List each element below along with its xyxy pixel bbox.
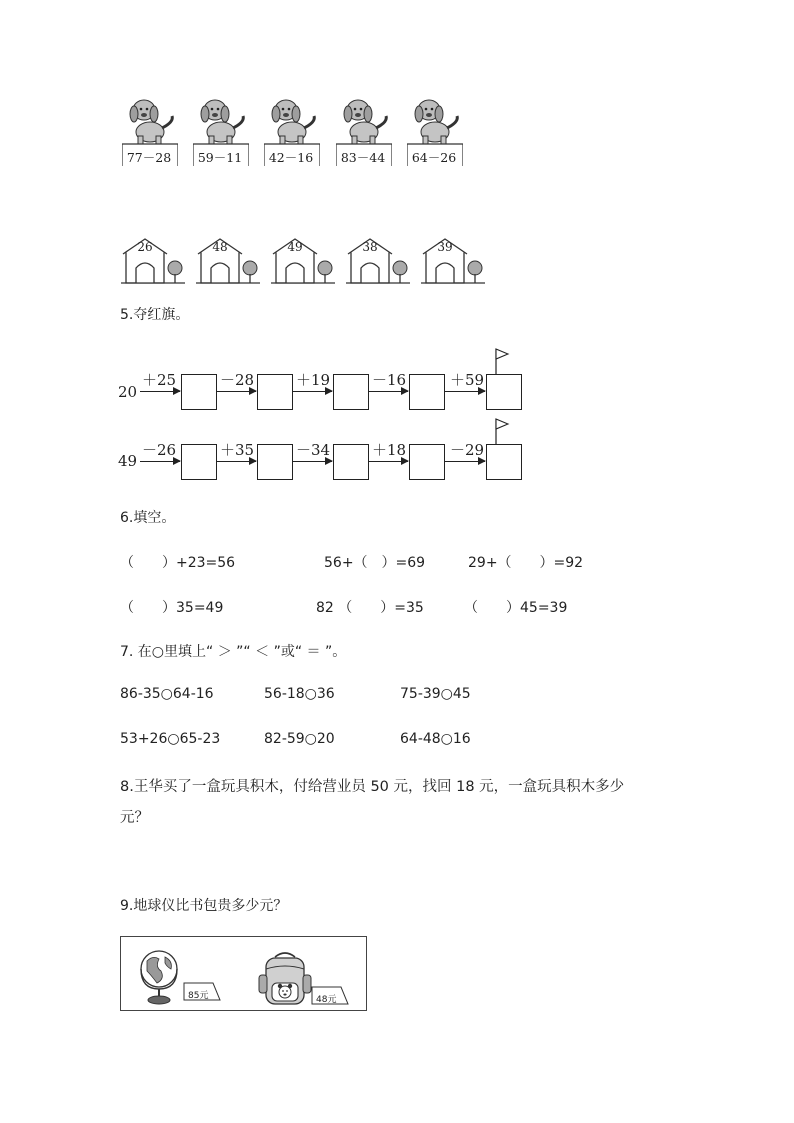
arrow (445, 461, 485, 462)
fill-blank-item[interactable]: （ ）35=49 (120, 600, 224, 616)
house-number: 39 (437, 240, 453, 254)
q7-title: 7. 在○里填上“ ＞ ”“ ＜ ”或“ ＝ ”。 (120, 644, 347, 660)
compare-item[interactable]: 56-18○36 (264, 686, 335, 702)
flag-icon (494, 418, 514, 445)
chain-op: ＋18 (372, 441, 407, 459)
house-number: 49 (287, 240, 303, 254)
q6-title: 6.填空。 (120, 510, 176, 526)
house-card (421, 238, 485, 284)
fill-blank-item[interactable]: 82 （ ）=35 (316, 600, 424, 616)
house-number: 26 (137, 240, 153, 254)
dog-expression: 77－28 (126, 150, 172, 165)
house-card (196, 238, 260, 284)
answer-box[interactable] (333, 444, 369, 480)
arrow (445, 391, 485, 392)
chain-start-number: 49 (118, 452, 138, 470)
dog-expression: 64－26 (411, 150, 457, 165)
answer-box[interactable] (181, 444, 217, 480)
dog-card (407, 96, 463, 168)
answer-box[interactable] (181, 374, 217, 410)
arrow (217, 391, 256, 392)
dog-card (122, 96, 178, 168)
house-card (271, 238, 335, 284)
chain-op: ＋35 (220, 441, 255, 459)
arrow (217, 461, 256, 462)
globe-icon (135, 945, 185, 1007)
chain-op: －26 (142, 441, 177, 459)
compare-item[interactable]: 75-39○45 (400, 686, 471, 702)
dog-expression: 59－11 (197, 150, 243, 165)
compare-item[interactable]: 82-59○20 (264, 731, 335, 747)
arrow (369, 461, 408, 462)
q9-title: 9.地球仪比书包贵多少元？ (120, 898, 288, 914)
fill-blank-item[interactable]: （ ）+23=56 (120, 555, 236, 571)
fill-blank-item[interactable]: 56+（ ）=69 (324, 555, 426, 571)
house-card (346, 238, 410, 284)
dog-expression: 83－44 (340, 150, 386, 165)
dog-card (336, 96, 392, 168)
flag-icon (494, 348, 514, 375)
answer-box[interactable] (409, 374, 445, 410)
answer-box[interactable] (486, 444, 522, 480)
chain-op: －28 (220, 371, 255, 389)
answer-box[interactable] (333, 374, 369, 410)
answer-box[interactable] (486, 374, 522, 410)
q8-line-1: 8.王华买了一盒玩具积木，付给营业员 50 元，找回 18 元，一盒玩具积木多少 (120, 779, 625, 795)
arrow (140, 461, 180, 462)
q5-title: 5.夺红旗。 (120, 307, 190, 323)
arrow (140, 391, 180, 392)
answer-box[interactable] (257, 374, 293, 410)
dog-expression: 42－16 (268, 150, 314, 165)
q8-line-2: 元？ (120, 810, 149, 826)
house-number: 48 (212, 240, 228, 254)
chain-op: －34 (296, 441, 331, 459)
backpack-icon (257, 949, 313, 1007)
globe-price: 85元 (188, 991, 209, 1001)
fill-blank-item[interactable]: （ ）45=39 (464, 600, 568, 616)
dog-card (193, 96, 249, 168)
chain-op: －29 (450, 441, 485, 459)
answer-box[interactable] (409, 444, 445, 480)
chain-op: －16 (372, 371, 407, 389)
compare-item[interactable]: 53+26○65-23 (120, 731, 221, 747)
compare-item[interactable]: 86-35○64-16 (120, 686, 214, 702)
q9-picture-frame (120, 936, 367, 1011)
house-number: 38 (362, 240, 378, 254)
chain-op: ＋25 (142, 371, 177, 389)
arrow (293, 391, 332, 392)
chain-op: ＋19 (296, 371, 331, 389)
compare-item[interactable]: 64-48○16 (400, 731, 471, 747)
answer-box[interactable] (257, 444, 293, 480)
backpack-price: 48元 (316, 995, 337, 1005)
chain-start-number: 20 (118, 383, 138, 401)
arrow (293, 461, 332, 462)
chain-op: ＋59 (450, 371, 485, 389)
arrow (369, 391, 408, 392)
fill-blank-item[interactable]: 29+（ ）=92 (468, 555, 584, 571)
dog-card (264, 96, 320, 168)
house-card (121, 238, 185, 284)
